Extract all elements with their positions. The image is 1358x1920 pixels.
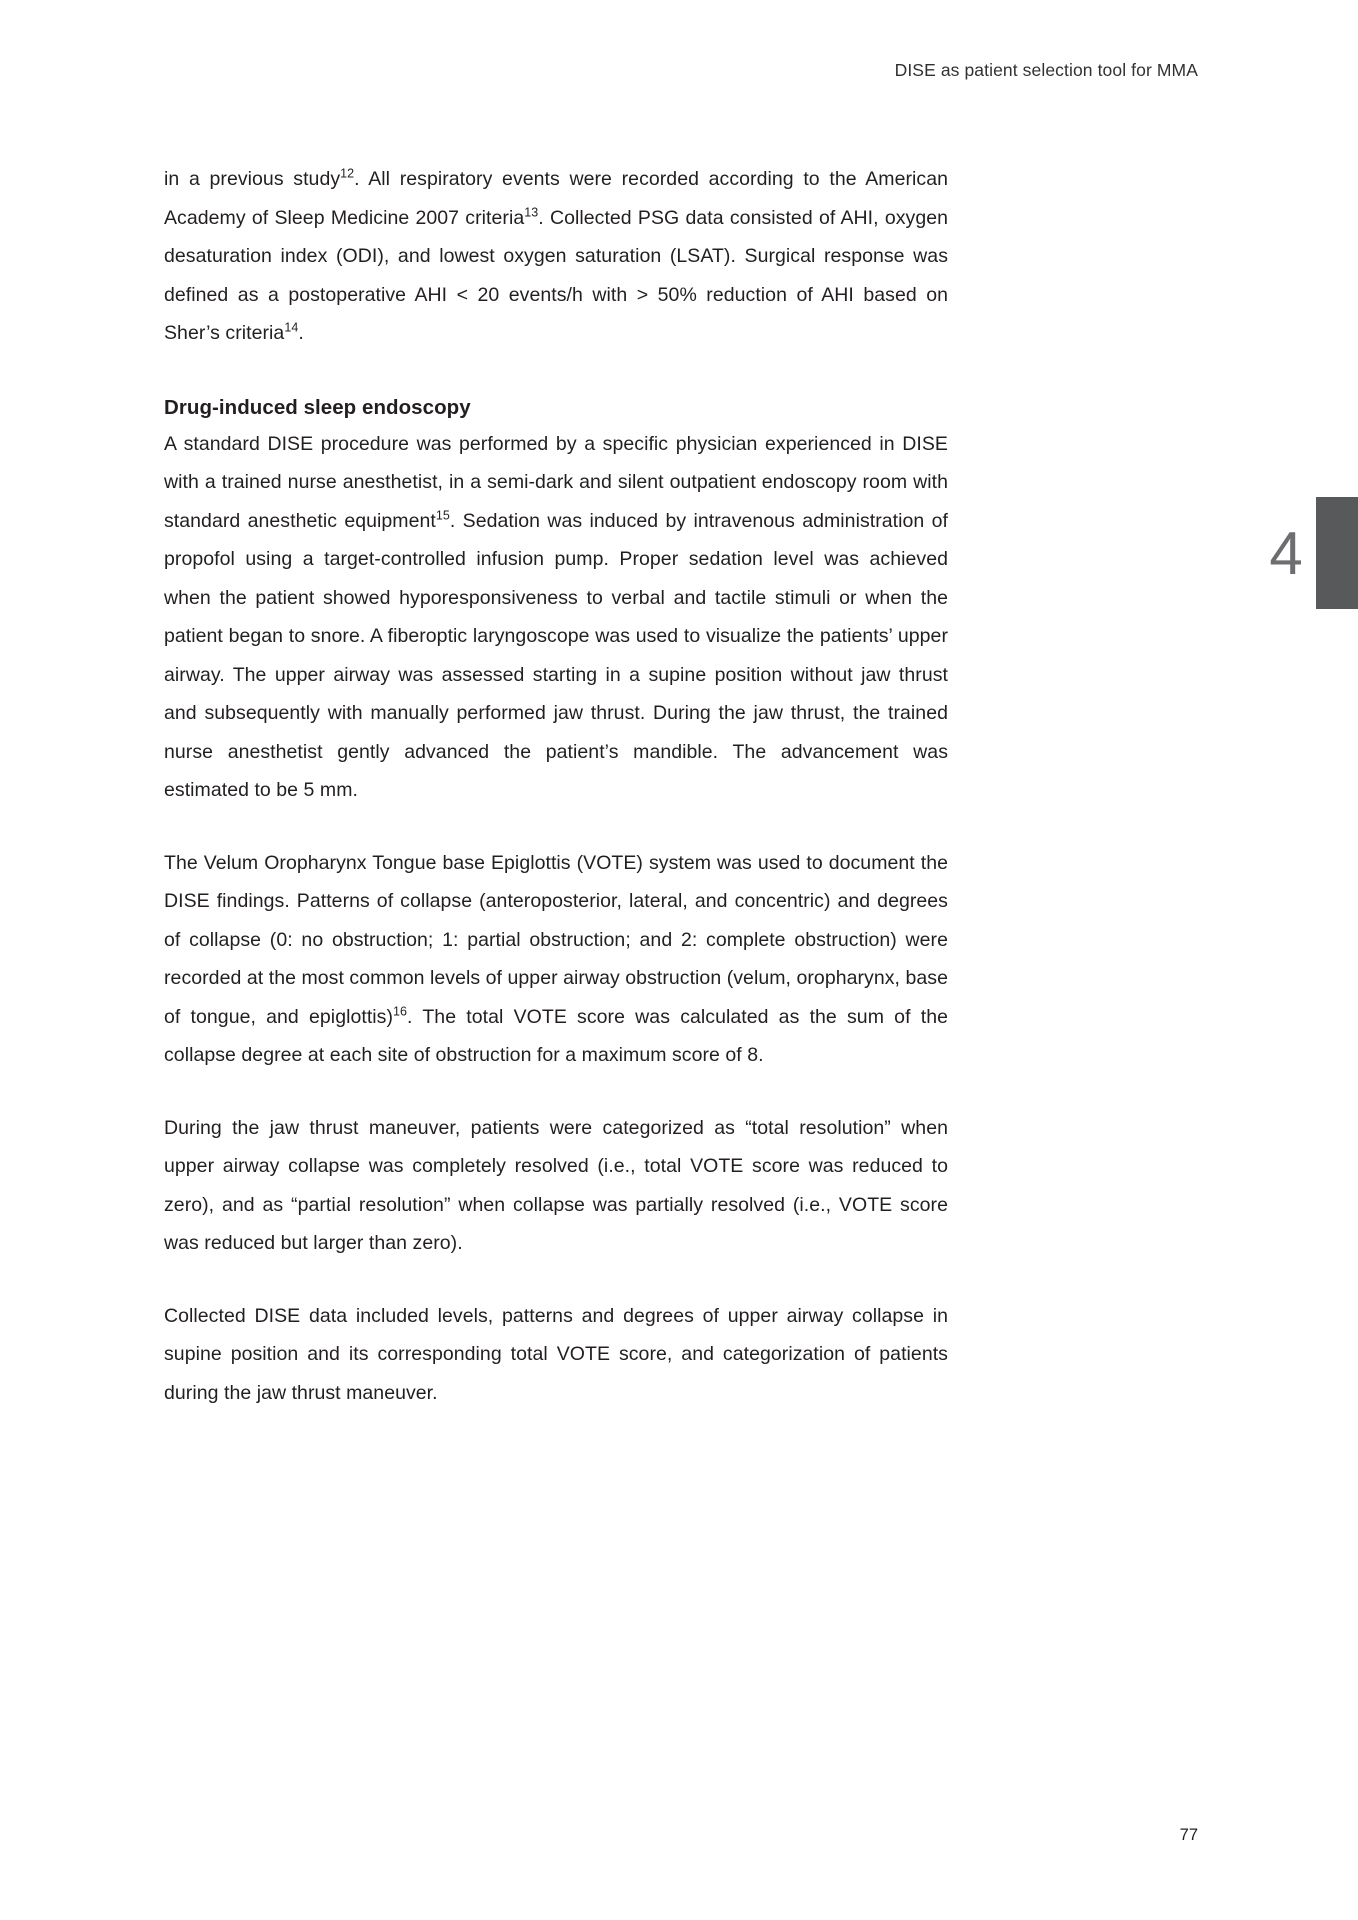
paragraph-vote-system [164,844,948,1075]
paragraph-text: A standard DISE procedure was performed by a specific physician experienced in DISE with a trained nurse anesthetist, in a semi-dark and silent outpatient endoscopy room with standard anesthetic equipment [164,432,948,532]
paragraph-text: . All respiratory events were recorded according to the American Academy of Sleep Medicine 2007 criteria [164,168,948,229]
paragraph-text: . Sedation was induced by intravenous administration of propofol using a target-controlled infusion pump. Proper sedation level was achieved when the patient showed hyporesponsiveness to verbal and tactile stimuli or when the patient began to snore. A fiberoptic laryngoscope was used to visualize the patients’ upper airway. The upper airway was assessed starting in a supine position without jaw thrust and subsequently with manually performed jaw thrust. During the jaw thrust, the trained nurse anesthetist gently advanced the patient’s mandible. The advancement was estimated to be 5 mm. [164,509,948,801]
paragraph-text: . [298,322,304,344]
running-head: DISE as patient selection tool for MMA [894,60,1198,80]
spacer [164,353,948,391]
paragraph-text: . Collected PSG data consisted of AHI, oxygen desaturation index (ODI), and lowest oxygen saturation (LSAT). Surgical response was defined as a postoperative AHI < 20 events/h with > 50% reduction of AHI based on Sher’s criteria [164,206,949,344]
spacer [164,1263,948,1297]
footnote-marker-16: 16 [393,1004,408,1018]
section-heading-drug-induced-sleep-endoscopy: Drug-induced sleep endoscopy [164,395,471,419]
footnote-marker-12: 12 [340,166,355,181]
spacer [164,810,948,844]
paragraph-text: in a previous study [164,168,341,190]
paragraph-jaw-thrust-categories: During the jaw thrust maneuver, patients were categorized as “total resolution” when upper airway collapse was completely resolved (i.e., total VOTE score was reduced to zero), and as “partial resolution” when collapse was partially resolved (i.e., VOTE score was reduced but larger than zero). [164,1116,948,1254]
paragraph-text: . The total VOTE score was calculated as the sum of the collapse degree at each site of obstruction for a maximum score of 8. [164,1005,948,1066]
chapter-tab-marker [1316,497,1358,609]
chapter-number: 4 [1269,519,1303,587]
spacer [164,1075,948,1109]
page-body [164,160,948,1412]
paragraph-dise-procedure [164,425,948,810]
footnote-marker-13: 13 [524,205,539,219]
paragraph-text: The Velum Oropharynx Tongue base Epiglottis (VOTE) system was used to document the DISE findings. Patterns of collapse (anteroposterior, lateral, and concentric) and degrees of collapse (0: no obstruction; 1: partial obstruction; and 2: complete obstruction) were recorded at the most common levels of upper airway obstruction (velum, oropharynx, base of tongue, and epiglottis) [164,851,948,1028]
paragraph-methods-psg [164,160,948,353]
footnote-marker-15: 15 [435,508,450,522]
page-number: 77 [1179,1826,1198,1844]
footnote-marker-14: 14 [284,320,299,335]
paragraph-collected-dise-data: Collected DISE data included levels, patterns and degrees of upper airway collapse in supine position and its corresponding total VOTE score, and categorization of patients during the jaw thrust maneuver. [164,1304,948,1404]
